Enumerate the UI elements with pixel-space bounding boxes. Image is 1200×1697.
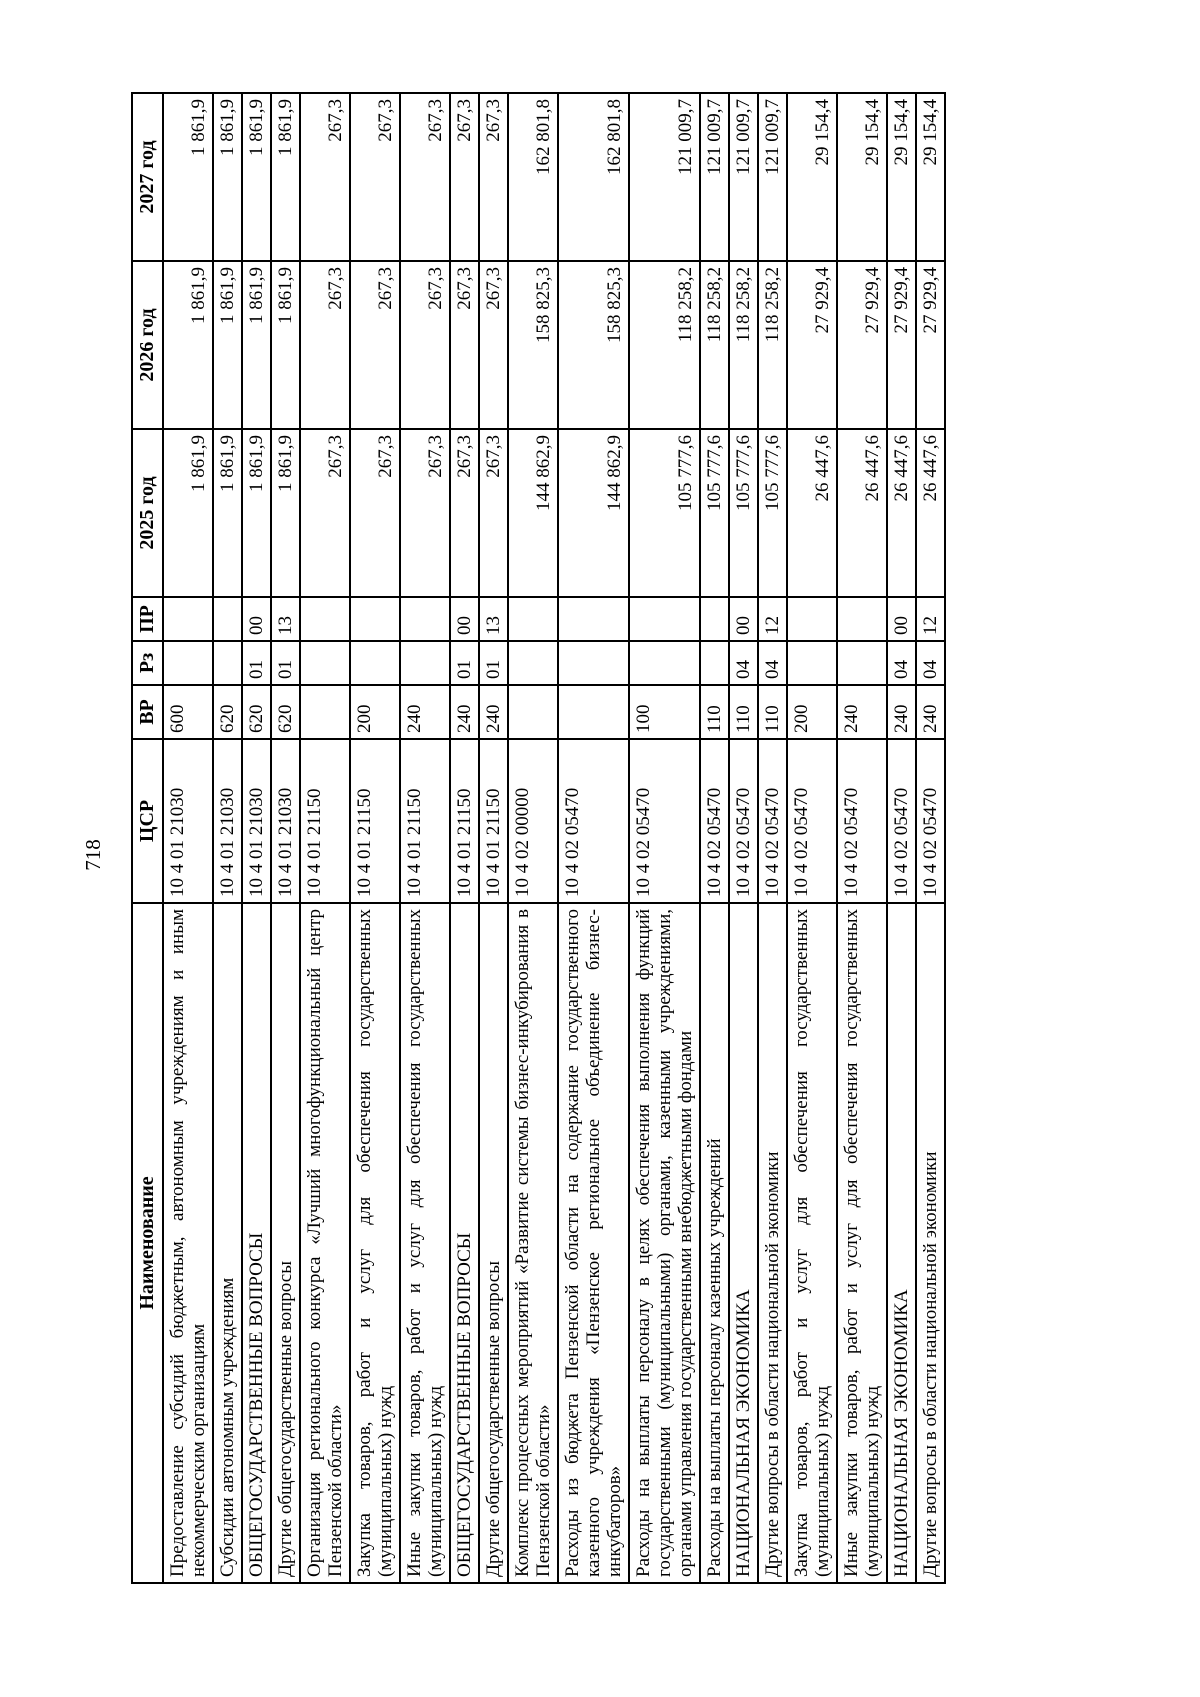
cell-2027: 29 154,4 [887,93,916,261]
cell-name: НАЦИОНАЛЬНАЯ ЭКОНОМИКА [887,903,916,1583]
cell-2025: 144 862,9 [558,429,629,597]
table-row [629,93,700,1583]
cell-2026: 158 825,3 [508,261,558,429]
cell-rz [558,641,629,685]
header-rz: Рз [132,641,163,685]
cell-csr: 10 4 02 00000 [508,739,558,903]
page-number: 718 [81,839,105,871]
cell-csr: 10 4 02 05470 [758,739,787,903]
table-row [729,93,758,1583]
cell-2026: 267,3 [400,261,450,429]
cell-rz: 04 [729,641,758,685]
cell-vr: 620 [271,685,300,739]
cell-vr [558,685,629,739]
cell-vr [300,685,350,739]
cell-2025: 267,3 [400,429,450,597]
cell-pr: 00 [887,597,916,641]
cell-2026: 118 258,2 [729,261,758,429]
cell-vr: 110 [700,685,729,739]
header-name: Наименование [132,903,163,1583]
cell-pr: 12 [916,597,945,641]
cell-2026: 118 258,2 [758,261,787,429]
cell-csr: 10 4 01 21150 [400,739,450,903]
cell-pr: 00 [729,597,758,641]
cell-pr [350,597,400,641]
table-header-row [132,93,163,1583]
cell-vr: 240 [400,685,450,739]
cell-vr: 240 [887,685,916,739]
cell-2025: 144 862,9 [508,429,558,597]
cell-2025: 105 777,6 [629,429,700,597]
table-row [758,93,787,1583]
cell-2025: 26 447,6 [787,429,837,597]
table-row [508,93,558,1583]
cell-vr: 240 [450,685,479,739]
cell-2026: 1 861,9 [213,261,242,429]
cell-rz: 01 [242,641,271,685]
cell-vr: 100 [629,685,700,739]
cell-pr [700,597,729,641]
cell-name: Иные закупки товаров, работ и услуг для обеспечения государственных (муниципальных) нужд [400,903,450,1583]
header-2026: 2026 год [132,261,163,429]
cell-csr: 10 4 01 21150 [300,739,350,903]
header-vr: ВР [132,685,163,739]
table-row [887,93,916,1583]
cell-pr [213,597,242,641]
cell-pr [787,597,837,641]
cell-rz [787,641,837,685]
cell-2027: 267,3 [479,93,508,261]
cell-2025: 1 861,9 [271,429,300,597]
cell-name: Расходы на выплаты персоналу в целях обеспечения выполнения функций государственными (муниципальными) органами, казенными учреждениями, органами управления государственными внебюджетными фондами [629,903,700,1583]
table-row [350,93,400,1583]
table-row [271,93,300,1583]
cell-vr: 240 [837,685,887,739]
cell-rz: 04 [758,641,787,685]
cell-name: НАЦИОНАЛЬНАЯ ЭКОНОМИКА [729,903,758,1583]
cell-rz: 04 [916,641,945,685]
cell-2025: 1 861,9 [213,429,242,597]
cell-2026: 27 929,4 [887,261,916,429]
cell-csr: 10 4 02 05470 [558,739,629,903]
cell-2027: 121 009,7 [700,93,729,261]
cell-vr [508,685,558,739]
cell-name: Закупка товаров, работ и услуг для обеспечения государственных (муниципальных) нужд [787,903,837,1583]
budget-table-rotated [131,99,946,1584]
cell-2027: 121 009,7 [758,93,787,261]
cell-2027: 1 861,9 [163,93,213,261]
cell-rz: 04 [887,641,916,685]
cell-2025: 267,3 [350,429,400,597]
cell-2025: 267,3 [300,429,350,597]
cell-name: Закупка товаров, работ и услуг для обеспечения государственных (муниципальных) нужд [350,903,400,1583]
cell-pr [508,597,558,641]
cell-csr: 10 4 02 05470 [887,739,916,903]
cell-csr: 10 4 02 05470 [629,739,700,903]
cell-csr: 10 4 01 21030 [242,739,271,903]
table-row [916,93,945,1583]
header-2027: 2027 год [132,93,163,261]
cell-pr [300,597,350,641]
cell-2026: 27 929,4 [916,261,945,429]
cell-rz [163,641,213,685]
cell-2026: 267,3 [479,261,508,429]
cell-rz [508,641,558,685]
cell-vr: 110 [758,685,787,739]
cell-csr: 10 4 02 05470 [916,739,945,903]
cell-2027: 267,3 [350,93,400,261]
table-row [450,93,479,1583]
cell-2027: 267,3 [300,93,350,261]
cell-pr [163,597,213,641]
cell-2027: 29 154,4 [916,93,945,261]
table-row [400,93,450,1583]
cell-name: ОБЩЕГОСУДАРСТВЕННЫЕ ВОПРОСЫ [450,903,479,1583]
cell-csr: 10 4 01 21030 [271,739,300,903]
cell-2026: 267,3 [300,261,350,429]
cell-vr: 110 [729,685,758,739]
table-row [163,93,213,1583]
table-row [837,93,887,1583]
table-row [242,93,271,1583]
header-pr: ПР [132,597,163,641]
cell-vr: 240 [916,685,945,739]
cell-pr: 13 [479,597,508,641]
cell-csr: 10 4 01 21030 [213,739,242,903]
cell-name: Организация регионального конкурса «Лучший многофункциональный центр Пензенской области» [300,903,350,1583]
cell-2025: 26 447,6 [837,429,887,597]
cell-pr [558,597,629,641]
table-row [787,93,837,1583]
cell-2025: 267,3 [450,429,479,597]
cell-rz [300,641,350,685]
cell-2027: 162 801,8 [508,93,558,261]
cell-2027: 1 861,9 [242,93,271,261]
cell-name: ОБЩЕГОСУДАРСТВЕННЫЕ ВОПРОСЫ [242,903,271,1583]
header-2025: 2025 год [132,429,163,597]
cell-2025: 105 777,6 [729,429,758,597]
cell-2025: 105 777,6 [700,429,729,597]
cell-2027: 1 861,9 [271,93,300,261]
table-row [213,93,242,1583]
cell-2027: 162 801,8 [558,93,629,261]
cell-2026: 1 861,9 [271,261,300,429]
cell-rz [629,641,700,685]
cell-pr [400,597,450,641]
cell-csr: 10 4 01 21030 [163,739,213,903]
cell-csr: 10 4 01 21150 [350,739,400,903]
cell-2026: 1 861,9 [242,261,271,429]
cell-2025: 26 447,6 [887,429,916,597]
header-csr: ЦСР [132,739,163,903]
cell-pr: 00 [242,597,271,641]
cell-name: Субсидии автономным учреждениям [213,903,242,1583]
cell-csr: 10 4 02 05470 [700,739,729,903]
cell-2026: 267,3 [450,261,479,429]
cell-2026: 27 929,4 [837,261,887,429]
cell-2026: 1 861,9 [163,261,213,429]
cell-2026: 118 258,2 [629,261,700,429]
cell-name: Другие общегосударственные вопросы [479,903,508,1583]
cell-rz: 01 [479,641,508,685]
cell-rz [837,641,887,685]
cell-2025: 26 447,6 [916,429,945,597]
cell-name: Другие общегосударственные вопросы [271,903,300,1583]
cell-rz [213,641,242,685]
cell-name: Комплекс процессных мероприятий «Развитие системы бизнес-инкубирования в Пензенской области» [508,903,558,1583]
table-row [700,93,729,1583]
cell-2025: 1 861,9 [163,429,213,597]
cell-csr: 10 4 01 21150 [450,739,479,903]
cell-pr: 13 [271,597,300,641]
cell-2026: 158 825,3 [558,261,629,429]
cell-name: Другие вопросы в области национальной экономики [758,903,787,1583]
cell-rz [400,641,450,685]
cell-2026: 118 258,2 [700,261,729,429]
cell-2027: 121 009,7 [729,93,758,261]
cell-rz [350,641,400,685]
cell-pr [837,597,887,641]
cell-csr: 10 4 02 05470 [837,739,887,903]
cell-2026: 27 929,4 [787,261,837,429]
cell-2027: 29 154,4 [837,93,887,261]
cell-vr: 200 [787,685,837,739]
cell-csr: 10 4 02 05470 [729,739,758,903]
cell-name: Предоставление субсидий бюджетным, автономным учреждениям и иным некоммерческим организациям [163,903,213,1583]
cell-vr: 240 [479,685,508,739]
budget-table [131,92,946,1584]
cell-name: Расходы из бюджета Пензенской области на содержание государственного казенного учреждения «Пензенское региональное объединение бизнес-инкубаторов» [558,903,629,1583]
cell-vr: 600 [163,685,213,739]
table-row [479,93,508,1583]
cell-pr [629,597,700,641]
cell-2025: 267,3 [479,429,508,597]
cell-vr: 620 [213,685,242,739]
table-body [163,93,945,1583]
cell-pr: 12 [758,597,787,641]
cell-rz: 01 [271,641,300,685]
cell-2025: 1 861,9 [242,429,271,597]
cell-2027: 1 861,9 [213,93,242,261]
cell-csr: 10 4 02 05470 [787,739,837,903]
cell-rz [700,641,729,685]
cell-vr: 200 [350,685,400,739]
cell-name: Другие вопросы в области национальной экономики [916,903,945,1583]
cell-rz: 01 [450,641,479,685]
cell-2025: 105 777,6 [758,429,787,597]
cell-pr: 00 [450,597,479,641]
cell-name: Иные закупки товаров, работ и услуг для обеспечения государственных (муниципальных) нужд [837,903,887,1583]
cell-2026: 267,3 [350,261,400,429]
cell-2027: 267,3 [400,93,450,261]
cell-2027: 121 009,7 [629,93,700,261]
cell-2027: 29 154,4 [787,93,837,261]
cell-name: Расходы на выплаты персоналу казенных учреждений [700,903,729,1583]
cell-2027: 267,3 [450,93,479,261]
cell-csr: 10 4 01 21150 [479,739,508,903]
table-row [300,93,350,1583]
cell-vr: 620 [242,685,271,739]
table-row [558,93,629,1583]
